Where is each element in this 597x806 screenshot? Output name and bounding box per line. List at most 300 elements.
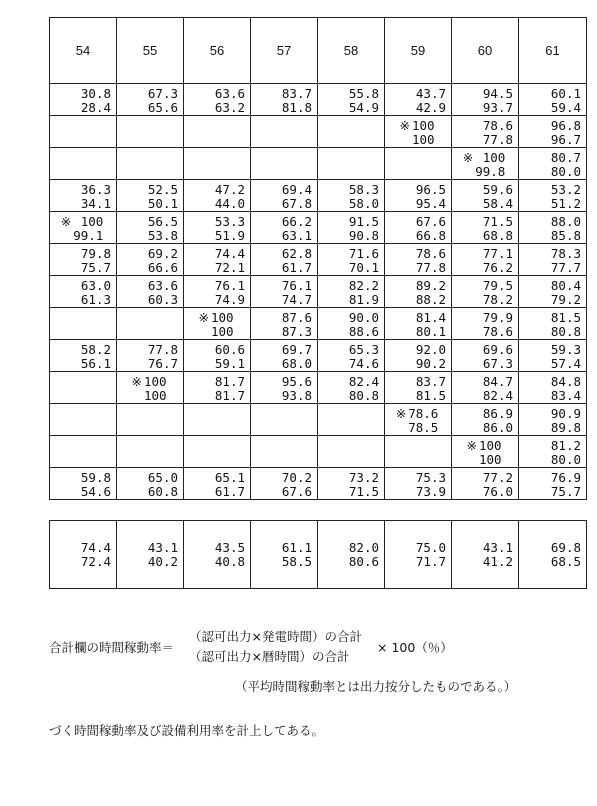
value-lower: 67.3 (482, 356, 513, 371)
table-cell (117, 116, 184, 148)
table-cell (452, 372, 519, 404)
value-pair (349, 87, 379, 115)
value-cell (519, 148, 586, 179)
table-cell (50, 404, 117, 436)
table-cell (184, 340, 251, 372)
value-upper: 36.3 (80, 182, 111, 197)
value-cell (318, 340, 384, 371)
value-upper: 59.8 (80, 470, 111, 485)
table-cell (452, 180, 519, 212)
table-cell (184, 276, 251, 308)
value-pair (551, 541, 581, 569)
value-cell (385, 244, 451, 275)
value-cell (519, 84, 586, 115)
table-cell (251, 308, 318, 340)
value-cell (251, 541, 317, 569)
value-cell (184, 276, 250, 307)
table-cell (251, 436, 318, 468)
value-lower: 70.1 (348, 260, 379, 275)
value-upper: 77.8 (147, 342, 178, 357)
value-pair (282, 343, 312, 371)
value-upper: 47.2 (214, 182, 245, 197)
value-upper: 62.8 (281, 246, 312, 261)
table-cell (184, 404, 251, 436)
value-cell (318, 308, 384, 339)
value-lower: 61.7 (281, 260, 312, 275)
value-pair (416, 279, 446, 307)
value-upper: 65.1 (214, 470, 245, 485)
table-cell (184, 468, 251, 500)
table-cell (452, 244, 519, 276)
value-cell (385, 340, 451, 371)
operating-rate-table (49, 17, 587, 500)
value-pair (148, 87, 178, 115)
value-upper: 74.4 (214, 246, 245, 261)
value-lower: 66.6 (147, 260, 178, 275)
value-upper: 82.4 (348, 374, 379, 389)
value-lower: 77.8 (415, 260, 446, 275)
value-lower: 87.3 (281, 324, 312, 339)
value-pair (81, 279, 111, 307)
value-upper: 83.7 (281, 86, 312, 101)
value-upper: 43.1 (147, 539, 178, 555)
table-cell (50, 84, 117, 116)
value-upper: 69.6 (482, 342, 513, 357)
value-pair (479, 439, 502, 467)
value-pair (416, 343, 446, 371)
table-cell (251, 116, 318, 148)
table-cell (184, 372, 251, 404)
asterisk-mark: ※ (395, 406, 407, 421)
value-upper: 96.8 (550, 118, 581, 133)
value-lower: 80.8 (550, 324, 581, 339)
value-pair (483, 375, 513, 403)
value-upper: 78.6 (415, 246, 446, 261)
value-lower: 100 (411, 132, 435, 147)
value-pair (144, 375, 167, 403)
value-cell (50, 276, 116, 307)
value-lower: 54.9 (348, 100, 379, 115)
value-pair (416, 541, 446, 569)
value-cell (184, 468, 250, 499)
value-pair (349, 471, 379, 499)
asterisk-mark: ※ (131, 374, 142, 389)
year-header-cell: 60 (452, 18, 519, 84)
value-lower: 100 (478, 452, 502, 467)
value-upper: 79.9 (482, 310, 513, 325)
value-upper: 30.8 (80, 86, 111, 101)
value-lower: 68.5 (550, 553, 581, 569)
value-pair (416, 311, 446, 339)
value-pair (282, 183, 312, 211)
value-upper: 77.1 (482, 246, 513, 261)
value-cell (452, 541, 518, 569)
value-pair (215, 471, 245, 499)
value-upper: 94.5 (482, 86, 513, 101)
value-upper: 90.9 (550, 406, 581, 421)
value-lower: 65.6 (147, 100, 178, 115)
table-cell (184, 212, 251, 244)
value-upper: 88.0 (550, 214, 581, 229)
value-upper: 100 (411, 118, 435, 133)
value-pair (215, 215, 245, 243)
table-row (50, 148, 587, 180)
value-pair (416, 471, 446, 499)
table-cell (318, 404, 385, 436)
value-lower: 41.2 (482, 553, 513, 569)
value-lower: 80.0 (550, 164, 581, 179)
value-pair (475, 151, 505, 179)
value-pair (215, 87, 245, 115)
value-upper: 91.5 (348, 214, 379, 229)
value-cell (519, 116, 586, 147)
value-cell (251, 180, 317, 211)
value-upper: 65.3 (348, 342, 379, 357)
value-cell (50, 468, 116, 499)
table-cell (318, 372, 385, 404)
table-cell (519, 308, 587, 340)
value-lower: 76.2 (482, 260, 513, 275)
value-upper: 66.2 (281, 214, 312, 229)
table-cell (385, 84, 452, 116)
table-cell (251, 372, 318, 404)
value-pair (349, 343, 379, 371)
table-cell (50, 372, 117, 404)
table-row (50, 340, 587, 372)
table-cell (184, 84, 251, 116)
value-pair (148, 247, 178, 275)
table-cell (251, 84, 318, 116)
value-cell (519, 244, 586, 275)
value-pair (148, 215, 178, 243)
table-cell (452, 276, 519, 308)
total-cell (519, 521, 587, 589)
value-cell (184, 340, 250, 371)
value-lower: 71.7 (415, 553, 446, 569)
value-pair (282, 247, 312, 275)
value-lower: 57.4 (550, 356, 581, 371)
asterisk-mark: ※ (466, 438, 477, 453)
value-pair (349, 279, 379, 307)
value-lower: 51.2 (550, 196, 581, 211)
value-cell (385, 541, 451, 569)
table-row (50, 372, 587, 404)
value-upper: 92.0 (415, 342, 446, 357)
value-cell (117, 340, 183, 371)
value-pair (282, 87, 312, 115)
table-cell (318, 116, 385, 148)
value-upper: 69.8 (550, 539, 581, 555)
value-lower: 99.1 (73, 228, 104, 243)
value-cell (452, 148, 518, 179)
value-lower: 58.0 (348, 196, 379, 211)
value-upper: 53.3 (214, 214, 245, 229)
formula-label: 合計欄の時間稼動率＝ (49, 640, 175, 655)
value-lower: 66.8 (415, 228, 446, 243)
value-pair (483, 343, 513, 371)
footer-text: づく時間稼動率及び設備利用率を計上してある。 (49, 723, 325, 738)
value-lower: 89.8 (550, 420, 581, 435)
value-cell (385, 372, 451, 403)
table-cell (385, 468, 452, 500)
value-upper: 58.2 (80, 342, 111, 357)
table-cell (117, 372, 184, 404)
value-pair (148, 343, 178, 371)
table-cell (251, 212, 318, 244)
value-lower: 81.8 (281, 100, 312, 115)
value-cell (251, 212, 317, 243)
table-cell (50, 276, 117, 308)
value-pair (349, 215, 379, 243)
value-pair (81, 87, 111, 115)
value-pair (349, 375, 379, 403)
value-upper: 96.5 (415, 182, 446, 197)
value-cell (519, 404, 586, 435)
value-cell (452, 308, 518, 339)
table-cell (117, 308, 184, 340)
value-lower: 60.8 (147, 484, 178, 499)
table-cell (251, 148, 318, 180)
table-cell (318, 340, 385, 372)
table-cell (385, 404, 452, 436)
value-lower: 77.8 (482, 132, 513, 147)
value-upper: 75.3 (415, 470, 446, 485)
value-lower: 81.5 (415, 388, 446, 403)
value-upper: 74.4 (80, 539, 111, 555)
value-pair (148, 471, 178, 499)
table-cell (385, 244, 452, 276)
value-lower: 74.7 (281, 292, 312, 307)
value-upper: 63.6 (214, 86, 245, 101)
value-cell (117, 180, 183, 211)
value-pair (81, 471, 111, 499)
value-lower: 67.8 (281, 196, 312, 211)
value-cell (117, 276, 183, 307)
value-cell (385, 468, 451, 499)
table-cell (117, 468, 184, 500)
table-cell (318, 308, 385, 340)
value-upper: 100 (80, 214, 104, 229)
value-upper: 81.7 (214, 374, 245, 389)
value-upper: 43.5 (214, 539, 245, 555)
value-pair (215, 541, 245, 569)
table-cell (318, 276, 385, 308)
value-lower: 63.2 (214, 100, 245, 115)
value-cell (251, 468, 317, 499)
value-lower: 68.8 (482, 228, 513, 243)
value-pair (81, 183, 111, 211)
value-cell (519, 180, 586, 211)
table-cell (184, 244, 251, 276)
year-header-cell: 56 (184, 18, 251, 84)
value-pair (551, 151, 581, 179)
value-cell (452, 468, 518, 499)
value-lower: 88.2 (415, 292, 446, 307)
asterisk-mark: ※ (60, 214, 72, 229)
year-header-row (50, 18, 587, 84)
value-lower: 61.3 (80, 292, 111, 307)
value-upper: 59.6 (482, 182, 513, 197)
table-cell (318, 84, 385, 116)
value-upper: 95.6 (281, 374, 312, 389)
total-row-table (49, 520, 587, 589)
value-pair (282, 375, 312, 403)
value-pair (551, 279, 581, 307)
value-cell (452, 404, 518, 435)
value-lower: 78.2 (482, 292, 513, 307)
value-cell (452, 340, 518, 371)
value-upper: 60.1 (550, 86, 581, 101)
value-pair (282, 215, 312, 243)
value-upper: 78.3 (550, 246, 581, 261)
value-cell (50, 340, 116, 371)
table-cell (385, 212, 452, 244)
value-lower: 59.1 (214, 356, 245, 371)
value-lower: 77.7 (550, 260, 581, 275)
value-upper: 76.9 (550, 470, 581, 485)
table-cell (519, 372, 587, 404)
value-cell (452, 372, 518, 403)
value-upper: 53.2 (550, 182, 581, 197)
table-cell (50, 436, 117, 468)
value-pair (551, 311, 581, 339)
value-upper: 86.9 (482, 406, 513, 421)
value-pair (551, 215, 581, 243)
value-pair (483, 247, 513, 275)
table-cell (452, 308, 519, 340)
table-cell (519, 276, 587, 308)
value-lower: 74.9 (214, 292, 245, 307)
value-cell (385, 404, 451, 435)
value-lower: 80.6 (348, 553, 379, 569)
value-cell (184, 372, 250, 403)
value-pair (81, 343, 111, 371)
value-lower: 53.8 (147, 228, 178, 243)
year-header-cell: 61 (519, 18, 587, 84)
value-pair (349, 541, 379, 569)
value-lower: 68.0 (281, 356, 312, 371)
table-cell (50, 308, 117, 340)
value-lower: 85.8 (550, 228, 581, 243)
value-cell (251, 340, 317, 371)
table-cell (519, 212, 587, 244)
table-cell (385, 276, 452, 308)
table-row (50, 212, 587, 244)
asterisk-mark: ※ (399, 118, 410, 133)
total-cell (184, 521, 251, 589)
value-cell (184, 180, 250, 211)
value-lower: 99.8 (475, 164, 506, 179)
value-upper: 69.2 (147, 246, 178, 261)
table-cell (251, 404, 318, 436)
table-cell (452, 436, 519, 468)
value-cell (452, 244, 518, 275)
table-cell (452, 468, 519, 500)
table-cell (50, 212, 117, 244)
table-cell (251, 340, 318, 372)
table-row (50, 84, 587, 116)
table-cell (184, 148, 251, 180)
value-pair (483, 215, 513, 243)
table-cell (50, 468, 117, 500)
value-cell (184, 541, 250, 569)
value-upper: 81.4 (415, 310, 446, 325)
value-upper: 80.7 (550, 150, 581, 165)
value-upper: 63.6 (147, 278, 178, 293)
value-upper: 69.7 (281, 342, 312, 357)
value-lower: 96.7 (550, 132, 581, 147)
value-upper: 71.6 (348, 246, 379, 261)
year-header-cell: 59 (385, 18, 452, 84)
value-cell (519, 212, 586, 243)
value-pair (483, 279, 513, 307)
value-cell (318, 541, 384, 569)
value-pair (81, 541, 111, 569)
value-upper: 76.1 (214, 278, 245, 293)
value-lower: 40.2 (147, 553, 178, 569)
value-lower: 58.4 (482, 196, 513, 211)
value-lower: 86.0 (482, 420, 513, 435)
value-upper: 81.5 (550, 310, 581, 325)
value-cell (519, 372, 586, 403)
value-cell (452, 180, 518, 211)
value-cell (117, 541, 183, 569)
value-lower: 79.2 (550, 292, 581, 307)
value-lower: 56.1 (80, 356, 111, 371)
table-cell (117, 84, 184, 116)
value-cell (318, 212, 384, 243)
value-lower: 80.1 (415, 324, 446, 339)
table-cell (519, 340, 587, 372)
value-pair (551, 407, 581, 435)
table-row (50, 244, 587, 276)
value-lower: 93.8 (281, 388, 312, 403)
value-cell (452, 116, 518, 147)
value-lower: 78.6 (482, 324, 513, 339)
value-lower: 58.5 (281, 553, 312, 569)
table-cell (452, 84, 519, 116)
value-lower: 83.4 (550, 388, 581, 403)
table-cell (318, 180, 385, 212)
value-upper: 90.0 (348, 310, 379, 325)
table-cell (50, 180, 117, 212)
table-cell (385, 372, 452, 404)
value-cell (184, 308, 250, 339)
value-pair (148, 541, 178, 569)
table-row (50, 308, 587, 340)
table-cell (50, 244, 117, 276)
table-cell (318, 212, 385, 244)
year-header-cell: 54 (50, 18, 117, 84)
table-cell (251, 276, 318, 308)
value-pair (483, 87, 513, 115)
value-cell (251, 308, 317, 339)
table-cell (452, 116, 519, 148)
average-rate-note: （平均時間稼動率とは出力按分したものである。） (235, 679, 517, 694)
value-upper: 58.3 (348, 182, 379, 197)
value-pair (412, 119, 435, 147)
table-cell (519, 436, 587, 468)
value-upper: 79.8 (80, 246, 111, 261)
table-cell (385, 308, 452, 340)
value-upper: 56.5 (147, 214, 178, 229)
value-pair (282, 311, 312, 339)
table-cell (184, 180, 251, 212)
value-cell (50, 84, 116, 115)
value-cell (452, 212, 518, 243)
value-lower: 81.9 (348, 292, 379, 307)
value-cell (519, 436, 586, 467)
